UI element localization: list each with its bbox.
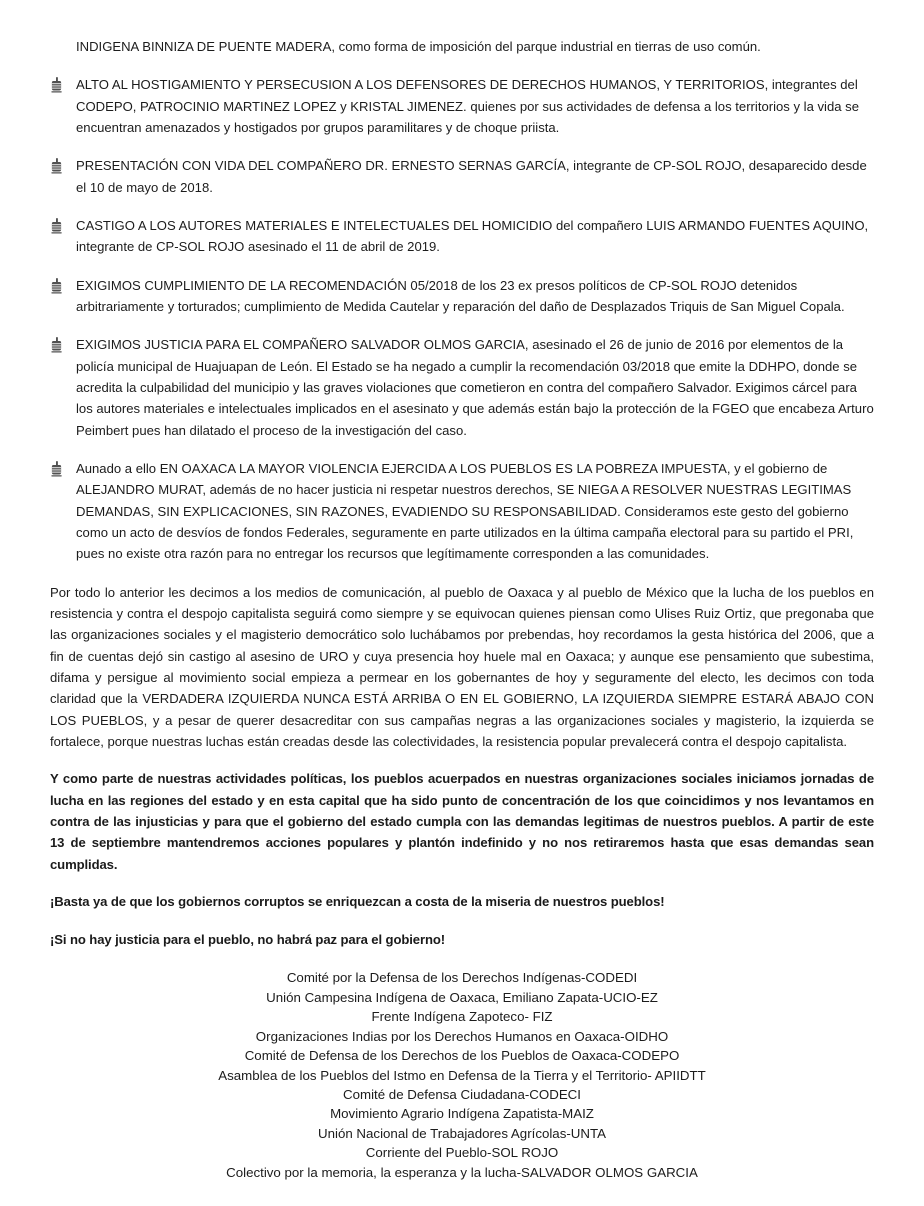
demands-list: [50, 74, 874, 564]
demand-item-justicia-salvador-olmos: [50, 334, 874, 441]
signatories-block: [50, 968, 874, 1181]
signatory-line: Organizaciones Indias por los Derechos Humanos en Oaxaca-OIDHO: [255, 1028, 669, 1044]
raised-fist-icon: [50, 336, 63, 353]
signatory-line: Comité por la Defensa de los Derechos Indígenas-CODEDI: [286, 970, 638, 986]
signatory-line: Frente Indígena Zapoteco- FIZ: [371, 1009, 553, 1025]
raised-fist-icon: [50, 76, 63, 93]
signatory-line: Colectivo por la memoria, la esperanza y la lucha-SALVADOR OLMOS GARCIA: [226, 1164, 698, 1180]
raised-fist-icon: [50, 157, 63, 174]
demand-text: EXIGIMOS CUMPLIMIENTO DE LA RECOMENDACIÓN 05/2018 de los 23 ex presos políticos de CP-SOL ROJO detenidos arbitrariamente y torturados; cumplimiento de Medida Cautelar y reparación del daño de Desplazados Triquis de San Miguel Copala.: [76, 277, 845, 314]
raised-fist-icon: [50, 277, 63, 294]
lead-continuation-line: INDIGENA BINNIZA DE PUENTE MADERA, como forma de imposición del parque industrial en tierras de uso común.: [76, 39, 761, 54]
demand-item-pobreza-impuesta: [50, 458, 874, 565]
demand-item-castigo-homicidio: [50, 215, 874, 258]
demand-item-hostigamiento: [50, 74, 874, 138]
closing-paragraph: Por todo lo anterior les decimos a los medios de comunicación, al pueblo de Oaxaca y al pueblo de México que la lucha de los pueblos en resistencia y contra el despojo capitalista seguirá como siempre y se equivocan quienes piensan como Ulises Ruiz Ortiz, que pregonaba que las organizaciones sociales y el magisterio democrático solo luchábamos por prebendas, hoy recordamos la gesta histórica del 2006, que a fin de cuentas dejó sin castigo al asesino de URO y cuya presencia hoy huele mal en Oaxaca; y aunque ese pensamiento que subestima, difama y persigue al movimiento social empieza a permear en los gobernantes de hoy y seguramente del electo, les decimos con toda claridad que la VERDADERA IZQUIERDA NUNCA ESTÁ ARRIBA O EN EL GOBIERNO, LA IZQUIERDA SIEMPRE ESTARÁ ABAJO CON LOS PUEBLOS, y a pesar de querer desacreditar con sus campañas negras a las organizaciones sociales y magisterio, la izquierda se fortalece, porque nuestras luchas están creadas desde las colectividades, la resistencia popular prevalecerá contra el despojo capitalista.: [50, 584, 874, 749]
signatory-line: Unión Campesina Indígena de Oaxaca, Emiliano Zapata-UCIO-EZ: [266, 989, 658, 1005]
signatory-line: Comité de Defensa Ciudadana-CODECI: [343, 1086, 581, 1102]
demand-text: CASTIGO A LOS AUTORES MATERIALES E INTELECTUALES DEL HOMICIDIO del compañero LUIS ARMANDO FUENTES AQUINO, integrante de CP-SOL ROJO asesinado el 11 de abril de 2019.: [76, 217, 869, 255]
signatory-line: Comité de Defensa de los Derechos de los Pueblos de Oaxaca-CODEPO: [244, 1048, 680, 1064]
section-spacer: [50, 565, 874, 582]
actions-paragraph: Y como parte de nuestras actividades políticas, los pueblos acuerpados en nuestras organizaciones sociales iniciamos jornadas de lucha en las regiones del estado y en esta capital que ha sido punto de concentración de los que coincidimos y nos levantamos en contra de las injusticias y para que el gobierno del estado cumpla con las demandas legitimas de nuestros pueblos. A partir de este 13 de septiembre mantendremos acciones populares y plantón indefinido y no nos retiraremos hasta que esas demandas sean cumplidas.: [50, 771, 874, 872]
demand-text: ALTO AL HOSTIGAMIENTO Y PERSECUSION A LOS DEFENSORES DE DERECHOS HUMANOS, Y TERRITORIOS, integrantes del CODEPO, PATROCINIO MARTINEZ LOPEZ y KRISTAL JIMENEZ. quienes por sus actividades de defensa a los territorios y la vida se encuentran amenazados y hostigados por grupos paramilitares y de choque priista.: [76, 77, 859, 135]
raised-fist-icon: [50, 460, 63, 477]
signatory-line: Movimiento Agrario Indígena Zapatista-MAIZ: [330, 1106, 594, 1122]
slogan-corruption: ¡Basta ya de que los gobiernos corruptos se enriquezcan a costa de la miseria de nuestros pueblos!: [50, 893, 665, 909]
demand-item-recomendacion-05-2018: [50, 275, 874, 318]
demand-item-presentacion-con-vida: [50, 155, 874, 198]
demand-text: Aunado a ello EN OAXACA LA MAYOR VIOLENCIA EJERCIDA A LOS PUEBLOS ES LA POBREZA IMPUESTA, y el gobierno de ALEJANDRO MURAT, además de no hacer justicia ni respetar nuestros derechos, SE NIEGA A RESOLVER NUESTRAS LEGITIMAS DEMANDAS, SIN EXPLICACIONES, SIN RAZONES, EVADIENDO SU RESPONSABILIDAD. Consideramos este gesto del gobierno como un acto de desvíos de fondos Federales, seguramente en parte utilizados en la última campaña electoral para su partido el PRI, pues no existe otra razón para no entregar los recursos que legítimamente corresponden a las comunidades.: [76, 460, 854, 562]
slogan-justice: ¡Si no hay justicia para el pueblo, no habrá paz para el gobierno!: [50, 932, 446, 948]
signatory-line: Corriente del Pueblo-SOL ROJO: [365, 1145, 559, 1161]
raised-fist-icon: [50, 217, 63, 234]
demand-text: PRESENTACIÓN CON VIDA DEL COMPAÑERO DR. ERNESTO SERNAS GARCÍA, integrante de CP-SOL ROJO, desaparecido desde el 10 de mayo de 2018.: [76, 158, 867, 195]
demand-text: EXIGIMOS JUSTICIA PARA EL COMPAÑERO SALVADOR OLMOS GARCIA, asesinado el 26 de junio de 2016 por elementos de la policía municipal de Huajuapan de León. El Estado se ha negado a cumplir la recomendación 03/2018 que emite la DDHPO, donde se acredita la culpabilidad del municipio y las graves violaciones que cometieron en contra del compañero Salvador. Exigimos cárcel para los autores materiales e intelectuales implicados en el asesinato y que además están bajo la protección de la FGEO que encabeza Arturo Peimbert pues han dilatado el proceso de la investigación del caso.: [76, 337, 874, 438]
signatory-line: Asamblea de los Pueblos del Istmo en Defensa de la Tierra y el Territorio- APIIDTT: [218, 1067, 706, 1083]
signatory-line: Unión Nacional de Trabajadores Agrícolas-UNTA: [318, 1125, 606, 1141]
